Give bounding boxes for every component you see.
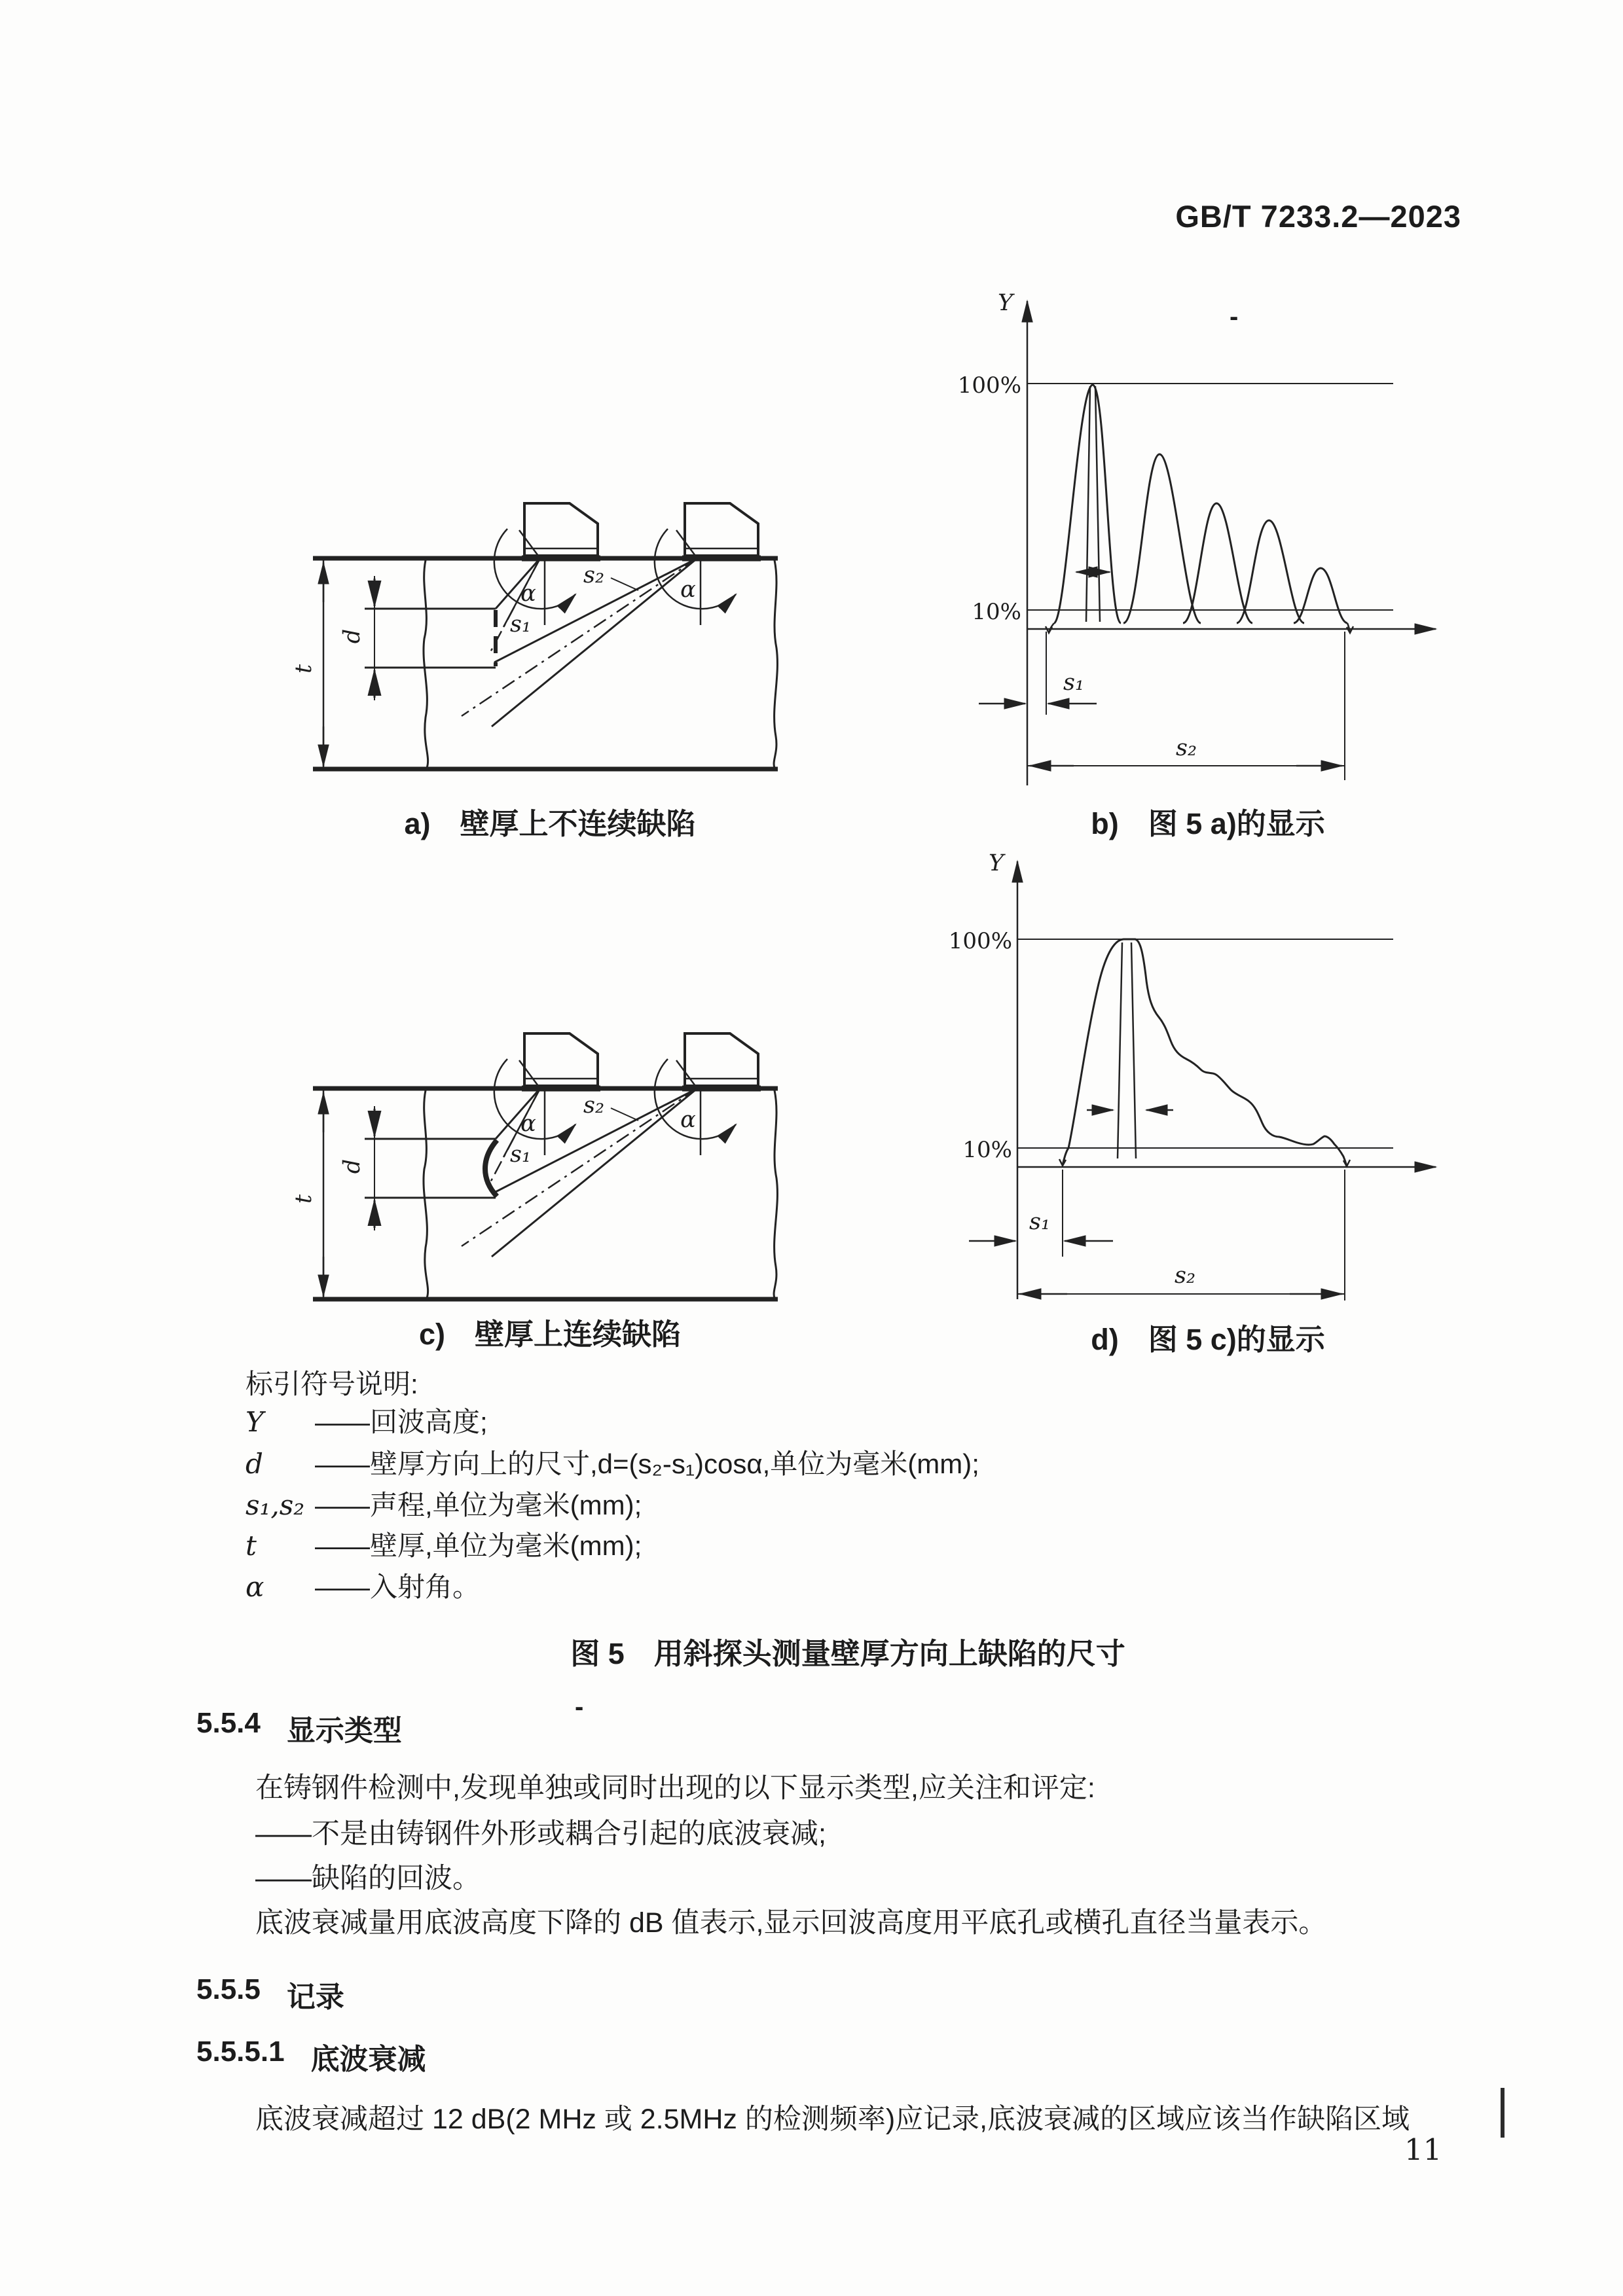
- legend-symbol: Y: [246, 1406, 264, 1438]
- section-heading-5-5-5: [196, 1973, 344, 2015]
- s1-label: s₁: [1063, 670, 1084, 696]
- list-item: ——缺陷的回波。: [255, 1863, 481, 1894]
- tick-10pct: 10%: [972, 599, 1021, 625]
- standard-code-header: GB/T 7233.2—2023: [1175, 199, 1461, 234]
- legend-desc: ——壁厚方向上的尺寸,d=(s₂-s₁)cosα,单位为毫米(mm);: [315, 1448, 979, 1479]
- s2-label: s₂: [1175, 1263, 1195, 1289]
- d-label: d: [339, 628, 365, 644]
- section-title: 记录: [286, 1981, 344, 2013]
- section-title: 底波衰减: [310, 2043, 426, 2075]
- diagram-a-linework: [313, 503, 778, 769]
- diagram-c-cross-section: [291, 1021, 802, 1322]
- tick-100pct: 100%: [948, 928, 1012, 954]
- section-number: 5.5.4: [196, 1707, 261, 1739]
- legend-symbol: t: [246, 1530, 257, 1562]
- material-right-break-edge: [774, 1090, 777, 1298]
- alpha-label-left: α: [520, 1111, 536, 1137]
- section-number: 5.5.5: [196, 1973, 261, 2005]
- caption-panel-c: c) 壁厚上连续缺陷: [418, 1318, 681, 1351]
- stray-mark: -: [575, 1693, 584, 1721]
- spike-right: [1095, 386, 1100, 622]
- legend-desc: ——壁厚,单位为毫米(mm);: [315, 1530, 642, 1561]
- angle-probe-right: [682, 1033, 761, 1088]
- beam-s2-axis: [462, 1088, 697, 1246]
- t-label: t: [291, 664, 317, 674]
- angle-probe-right: [682, 503, 761, 558]
- figure-5-caption: 图 5 用斜探头测量壁厚方向上缺陷的尺寸: [570, 1637, 1125, 1670]
- legend-item: [246, 1566, 480, 1605]
- paragraph: 底波衰减超过 12 dB(2 MHz 或 2.5MHz 的检测频率)应记录,底波衰减的区域应该当作缺陷区域: [255, 2104, 1410, 2135]
- caption-panel-b: b) 图 5 a)的显示: [1091, 807, 1325, 840]
- t-label: t: [291, 1194, 317, 1204]
- tick-100pct: 100%: [957, 372, 1021, 399]
- alpha-label-left: α: [520, 581, 536, 607]
- s2-label: s₂: [583, 1092, 604, 1119]
- legend-desc: ——声程,单位为毫米(mm);: [315, 1490, 642, 1520]
- legend-item: [246, 1443, 979, 1482]
- legend-item: [246, 1524, 642, 1564]
- section-title: 显示类型: [286, 1715, 402, 1747]
- material-right-break-edge: [774, 560, 777, 768]
- section-heading-5-5-5-1: [196, 2036, 426, 2077]
- s1-label: s₁: [510, 1141, 531, 1168]
- diagram-a-cross-section: [291, 491, 802, 792]
- spike-right: [1131, 942, 1136, 1158]
- caption-panel-a: a) 壁厚上不连续缺陷: [404, 807, 696, 840]
- legend-item: [246, 1401, 488, 1440]
- chart-b-linework: [979, 301, 1436, 785]
- paragraph: 在铸钢件检测中,发现单独或同时出现的以下显示类型,应关注和评定:: [255, 1772, 1095, 1804]
- legend-desc: ——回波高度;: [315, 1407, 488, 1437]
- legend-desc: ——入射角。: [315, 1571, 481, 1602]
- legend-symbol: d: [246, 1448, 263, 1480]
- legend-title: 标引符号说明:: [246, 1369, 418, 1399]
- chart-b-display: [956, 281, 1460, 792]
- y-axis-label: Y: [998, 290, 1013, 316]
- continuous-echo-curve: [1063, 939, 1347, 1166]
- d-label: d: [339, 1158, 365, 1174]
- section-heading-5-5-4: [196, 1707, 402, 1749]
- spike-left: [1086, 386, 1090, 622]
- legend-item: [246, 1484, 642, 1523]
- stray-mark: -: [1230, 302, 1239, 331]
- list-item: ——不是由铸钢件外形或耦合引起的底波衰减;: [255, 1818, 826, 1850]
- legend-symbol: s₁,s₂: [246, 1489, 305, 1521]
- s2-leader-line: [611, 1108, 638, 1121]
- spike-left: [1118, 942, 1122, 1158]
- diagram-c-linework: [313, 1033, 778, 1299]
- paragraph: 底波衰减量用底波高度下降的 dB 值表示,显示回波高度用平底孔或横孔直径当量表示。: [255, 1907, 1327, 1939]
- s1-label: s₁: [1029, 1209, 1050, 1235]
- chart-d-display: [948, 844, 1460, 1302]
- tick-10pct: 10%: [962, 1137, 1012, 1163]
- legend-symbol: α: [246, 1571, 264, 1603]
- alpha-label-right: α: [680, 1107, 696, 1133]
- page-number: 11: [1404, 2132, 1442, 2167]
- s2-leader-line: [611, 578, 638, 590]
- alpha-label-right: α: [680, 577, 696, 603]
- s2-label: s₂: [583, 562, 604, 588]
- caption-panel-d: d) 图 5 c)的显示: [1091, 1323, 1325, 1356]
- section-number: 5.5.5.1: [196, 2036, 285, 2068]
- material-left-break-edge: [424, 560, 428, 768]
- s1-label: s₁: [510, 611, 531, 637]
- y-axis-label: Y: [989, 850, 1004, 876]
- s2-label: s₂: [1176, 735, 1197, 761]
- material-left-break-edge: [424, 1090, 428, 1298]
- defect-continuous: [485, 1140, 497, 1196]
- change-bar: [1501, 2088, 1504, 2138]
